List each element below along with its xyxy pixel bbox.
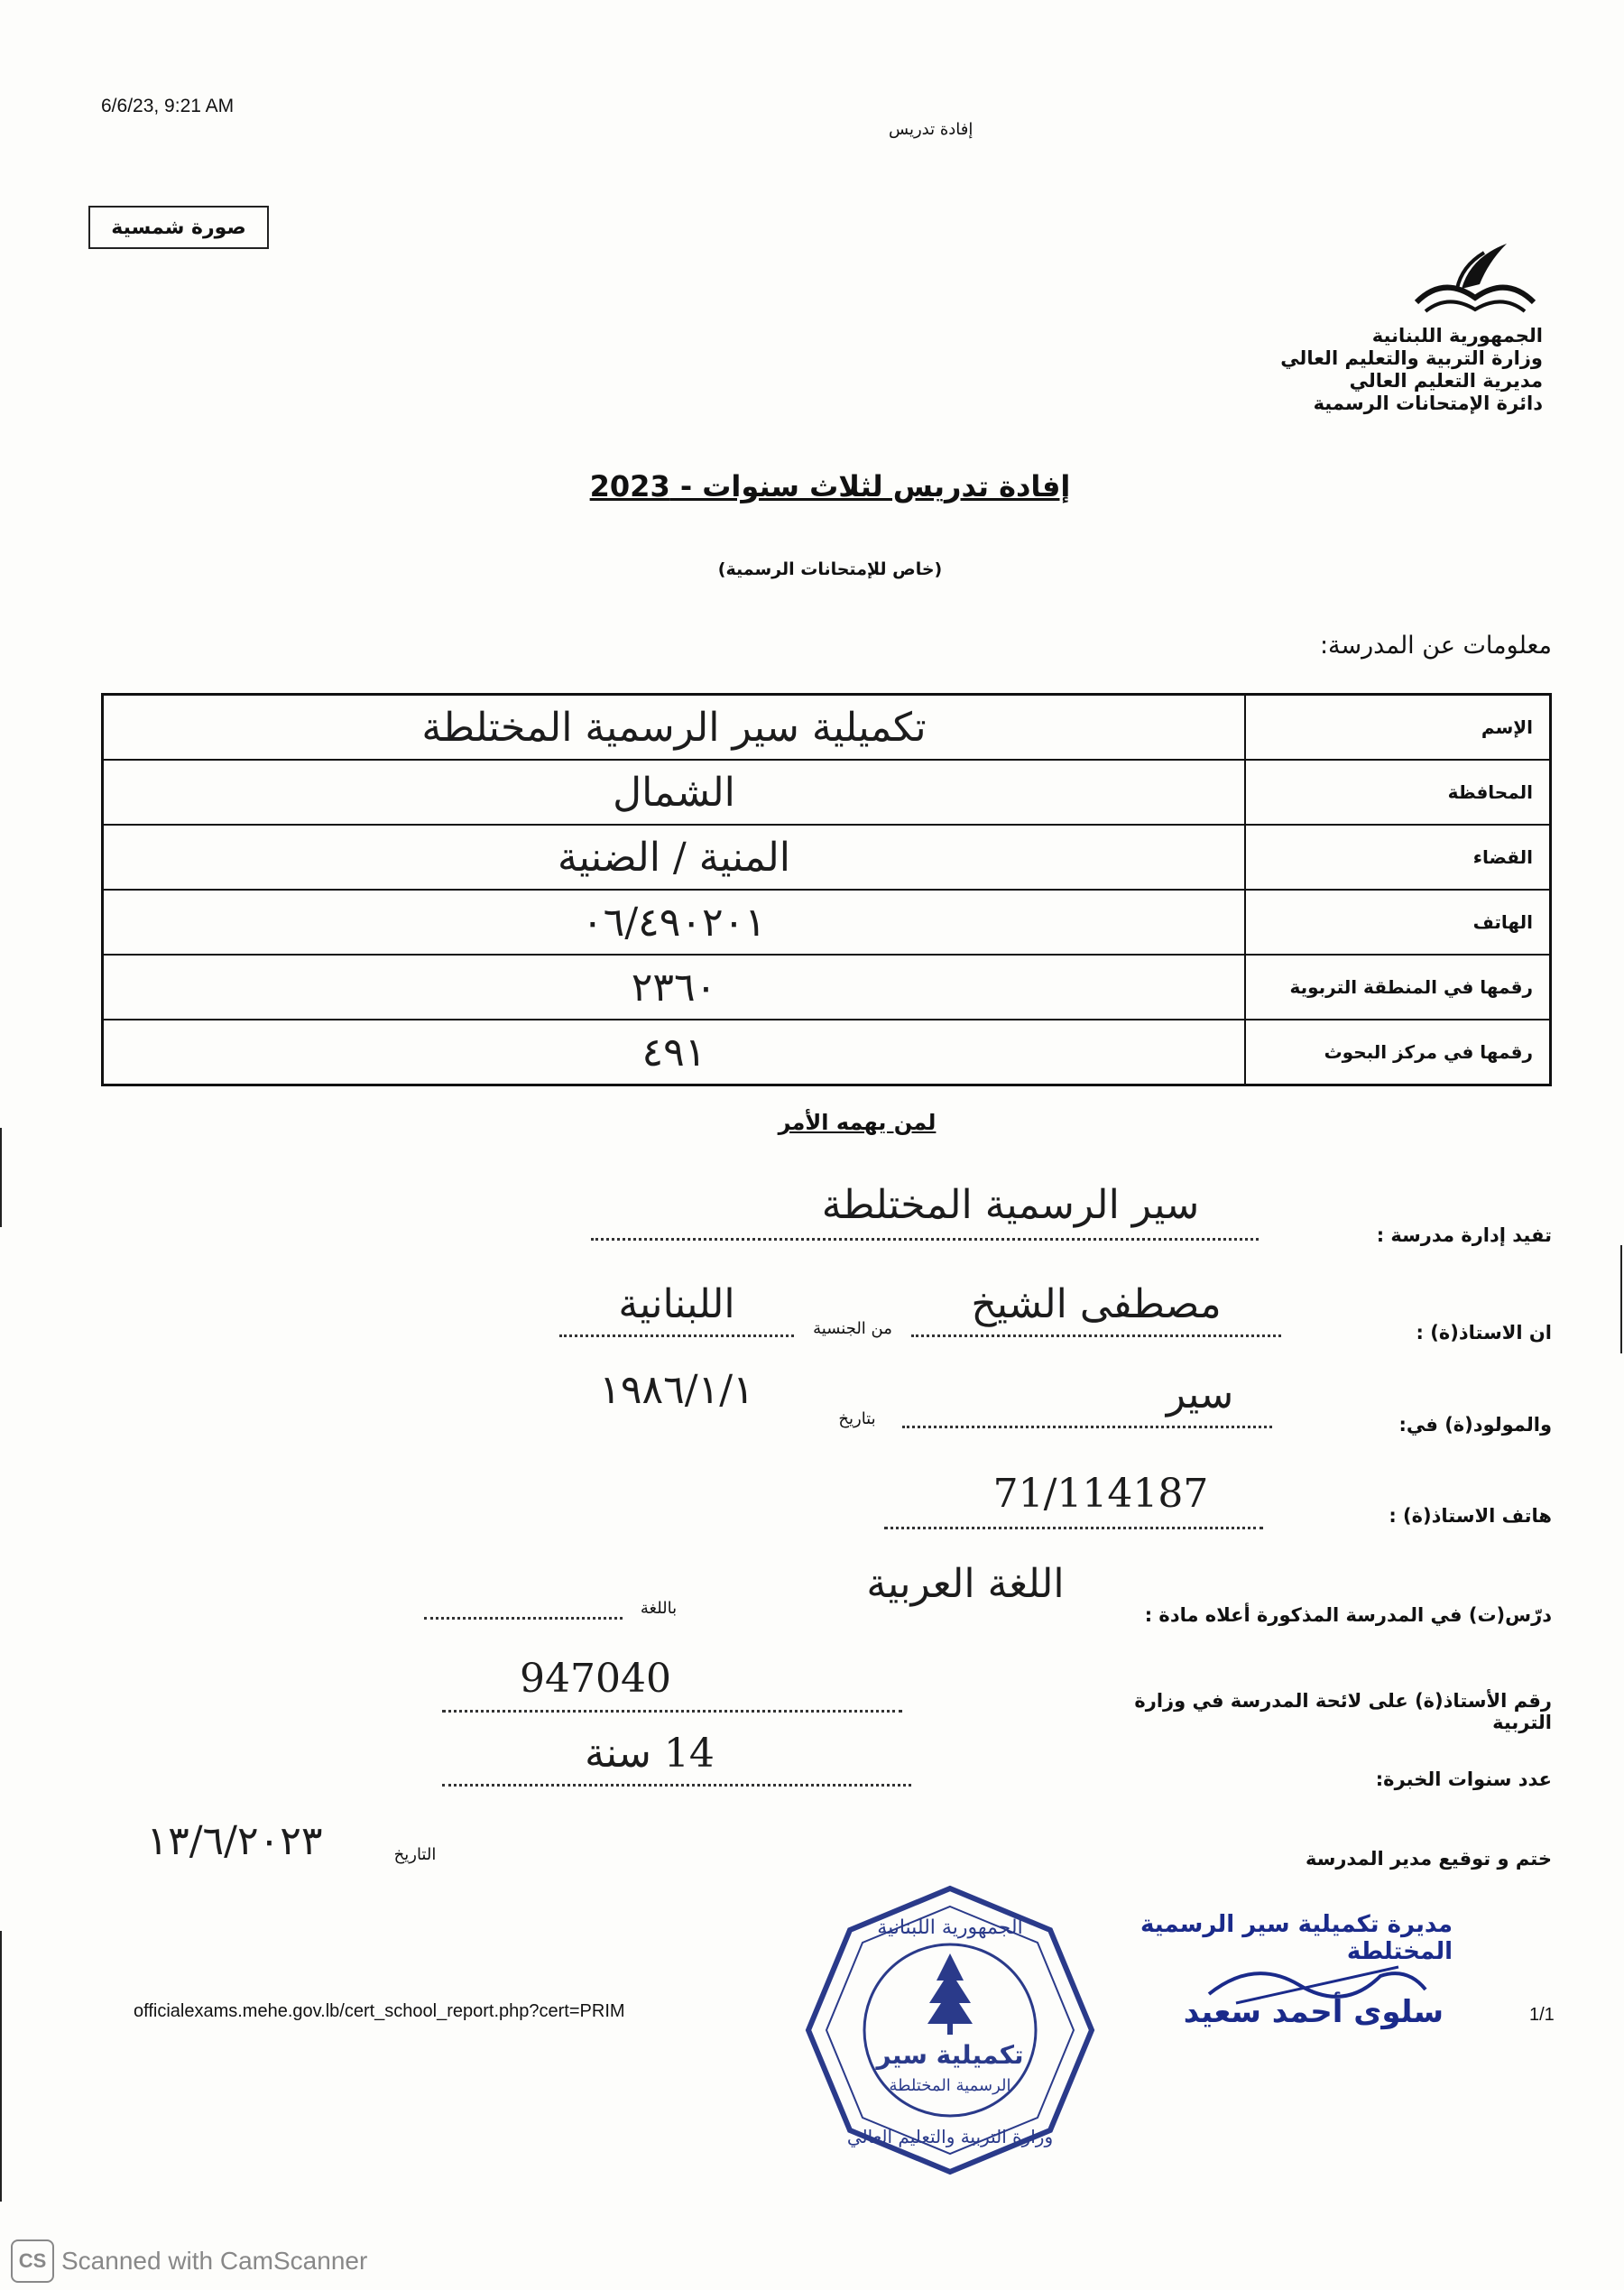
experience-value: 14 سنة bbox=[585, 1731, 715, 1777]
teacher-phone-label: هاتف الاستاذ(ة) : bbox=[1389, 1505, 1552, 1527]
table-row bbox=[103, 825, 1551, 890]
school-phone-label: الهاتف bbox=[1245, 890, 1551, 955]
date2-label: التاريخ bbox=[393, 1845, 437, 1864]
school-info-heading: معلومات عن المدرسة: bbox=[1319, 632, 1552, 660]
school-admin-label: تفيد إدارة مدرسة : bbox=[1376, 1224, 1552, 1246]
governorate-label: المحافظة bbox=[1245, 760, 1551, 825]
seal-center-text: تكميلية سير bbox=[876, 2040, 1024, 2070]
photo-label: صورة شمسية bbox=[111, 216, 246, 239]
teacher-label: ان الاستاذ(ة) : bbox=[1416, 1322, 1552, 1344]
date2-value: ١٣/٦/٢٠٢٣ bbox=[146, 1818, 323, 1864]
school-name-label: الإسم bbox=[1245, 695, 1551, 761]
to-whom-heading: لمن يهمه الأمر bbox=[778, 1110, 937, 1135]
teacher-value: مصطفى الشيخ bbox=[971, 1281, 1222, 1327]
research-number-label: رقمها في مركز البحوث bbox=[1245, 1020, 1551, 1085]
doc-label-top: إفادة تدريس bbox=[889, 120, 973, 139]
camscanner-icon: CS bbox=[11, 2239, 54, 2283]
ministry-line: وزارة التربية والتعليم العالي bbox=[1280, 347, 1543, 369]
date-label: بتاريخ bbox=[838, 1409, 876, 1428]
scan-edge-mark bbox=[0, 1931, 2, 2202]
camscanner-watermark bbox=[11, 2239, 367, 2283]
table-row bbox=[103, 890, 1551, 955]
school-admin-value: سير الرسمية المختلطة bbox=[821, 1182, 1200, 1228]
scan-edge-mark bbox=[0, 1128, 2, 1227]
cedar-icon bbox=[927, 1953, 973, 2024]
school-phone-value: ٠٦/٤٩٠٢٠١ bbox=[103, 890, 1246, 955]
experience-label: عدد سنوات الخبرة: bbox=[1375, 1768, 1552, 1790]
nationality-value: اللبنانية bbox=[618, 1281, 735, 1327]
school-info-table bbox=[101, 693, 1552, 1086]
teacher-phone-value: 71/114187 bbox=[992, 1471, 1209, 1517]
experience-dots bbox=[442, 1782, 911, 1787]
language-dots bbox=[424, 1615, 623, 1620]
document-subtitle: (خاص للإمتحانات الرسمية) bbox=[717, 559, 943, 579]
teacher-number-dots bbox=[442, 1708, 902, 1713]
taught-label: درّس(ت) في المدرسة المذكورة أعلاه مادة : bbox=[1144, 1604, 1552, 1626]
region-number-label: رقمها في المنطقة التربوية bbox=[1245, 955, 1551, 1020]
nationality-label: من الجنسية bbox=[813, 1319, 892, 1338]
table-row bbox=[103, 695, 1551, 761]
camscanner-text: Scanned with CamScanner bbox=[61, 2247, 368, 2275]
school-admin-dots bbox=[591, 1236, 1259, 1241]
principal-name: سلوى أحمد سعيد bbox=[1183, 1994, 1444, 2030]
born-dots bbox=[902, 1424, 1272, 1428]
district-value: المنية / الضنية bbox=[103, 825, 1246, 890]
table-row bbox=[103, 955, 1551, 1020]
research-number-value: ٤٩١ bbox=[103, 1020, 1246, 1085]
ministry-line: دائرة الإمتحانات الرسمية bbox=[1313, 392, 1543, 414]
stamp-signature-label: ختم و توقيع مدير المدرسة bbox=[1305, 1848, 1552, 1870]
scan-edge-mark bbox=[1620, 1245, 1622, 1353]
table-row bbox=[103, 1020, 1551, 1085]
timestamp: 6/6/23, 9:21 AM bbox=[101, 96, 235, 116]
taught-value: اللغة العربية bbox=[866, 1561, 1065, 1607]
table-row bbox=[103, 760, 1551, 825]
district-label: القضاء bbox=[1245, 825, 1551, 890]
governorate-value: الشمال bbox=[103, 760, 1246, 825]
photo-box bbox=[88, 206, 269, 249]
seal-top-text: الجمهورية اللبنانية bbox=[877, 1916, 1023, 1939]
principal-title: مديرة تكميلية سير الرسمية المختلطة bbox=[1140, 1911, 1453, 1965]
ministry-line: الجمهورية اللبنانية bbox=[1371, 325, 1543, 346]
ministry-line: مديرية التعليم العالي bbox=[1349, 370, 1543, 392]
born-value: سير bbox=[1166, 1371, 1234, 1417]
born-label: والمولود(ة) في: bbox=[1398, 1414, 1552, 1436]
page-number: 1/1 bbox=[1529, 2005, 1555, 2025]
ministry-logo-icon bbox=[1407, 239, 1543, 320]
ministry-header bbox=[1254, 325, 1543, 415]
teacher-number-value: 947040 bbox=[520, 1656, 671, 1702]
seal-center-sub: الرسمية المختلطة bbox=[889, 2076, 1011, 2095]
teacher-phone-dots bbox=[884, 1525, 1263, 1529]
teacher-number-label: رقم الأستاذ(ة) على لائحة المدرسة في وزارة التربية bbox=[1134, 1690, 1552, 1733]
school-seal bbox=[801, 1881, 1099, 2179]
birth-date-value: ١٩٨٦/١/١ bbox=[599, 1367, 754, 1413]
nationality-dots bbox=[559, 1333, 794, 1337]
language-label: باللغة bbox=[640, 1599, 678, 1618]
document-title: إفادة تدريس لثلاث سنوات - 2023 bbox=[589, 469, 1071, 503]
school-name-value: تكميلية سير الرسمية المختلطة bbox=[103, 695, 1246, 761]
region-number-value: ٢٣٦٠ bbox=[103, 955, 1246, 1020]
seal-bottom-text: وزارة التربية والتعليم العالي bbox=[846, 2126, 1054, 2147]
teacher-dots bbox=[911, 1333, 1281, 1337]
footer-url: officialexams.mehe.gov.lb/cert_school_report.php?cert=PRIM bbox=[134, 2001, 625, 2021]
